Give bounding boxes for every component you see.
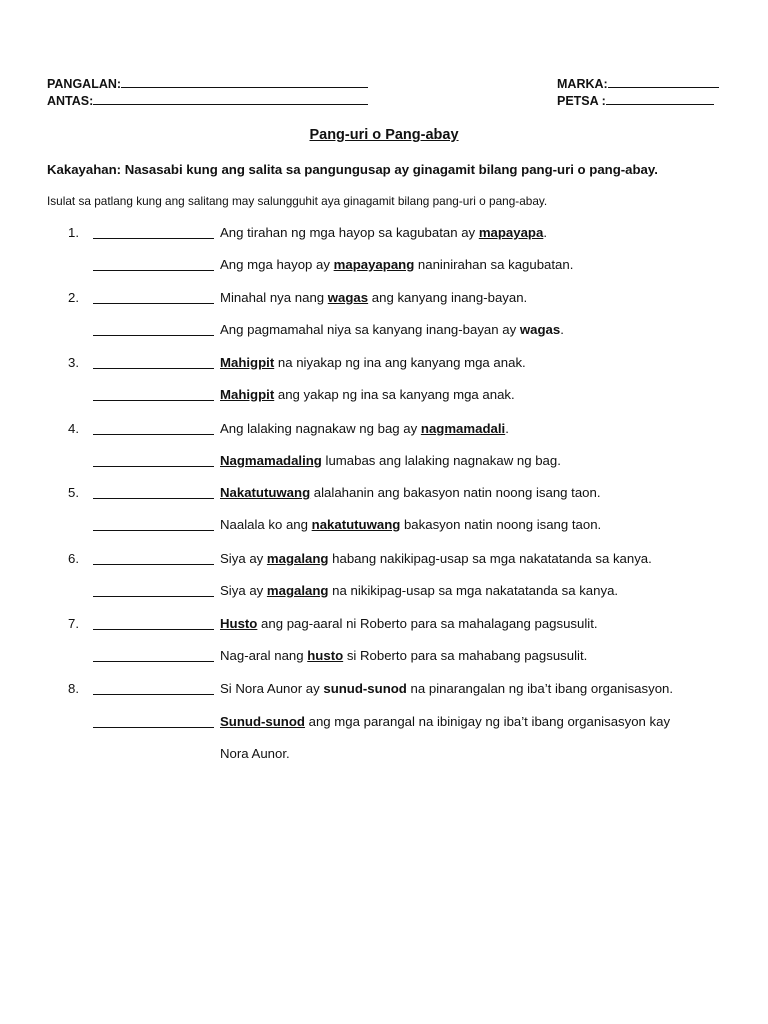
answer-blank[interactable] <box>93 596 214 597</box>
target-word: nagmamadali <box>420 421 506 436</box>
answer-blank[interactable] <box>93 498 214 499</box>
target-word: Mahigpit <box>220 387 275 402</box>
answer-blank[interactable] <box>93 530 214 531</box>
sentence-text: Sunud-sunod ang mga parangal na ibinigay ng iba’t ibang organisasyon kay <box>220 714 671 729</box>
answer-blank[interactable] <box>93 335 214 336</box>
sentence-text: Siya ay magalang na nikikipag-usap sa mga nakatatanda sa kanya. <box>220 583 619 598</box>
answer-blank[interactable] <box>93 661 214 662</box>
item-number: 1. <box>68 225 79 240</box>
answer-blank[interactable] <box>93 303 214 304</box>
score-field <box>557 76 719 91</box>
target-word: Nakatutuwang <box>220 485 311 500</box>
sentence-text: Nagmamadaling lumabas ang lalaking nagnakaw ng bag. <box>220 453 561 468</box>
sentence-text: Si Nora Aunor ay sunud-sunod na pinarangalan ng iba’t ibang organisasyon. <box>220 681 674 696</box>
grade-label: ANTAS: <box>47 94 94 108</box>
grade-blank[interactable] <box>93 93 368 105</box>
instruction-text: Isulat sa patlang kung ang salitang may salungguhit aya ginagamit bilang pang-uri o pang-abay. <box>47 194 548 208</box>
sentence-text: Nag-aral nang husto si Roberto para sa mahabang pagsusulit. <box>220 648 588 663</box>
target-word: mapayapa <box>478 225 544 240</box>
item-number: 2. <box>68 290 79 305</box>
target-word: magalang <box>266 583 329 598</box>
page-title: Pang-uri o Pang-abay <box>309 127 459 143</box>
item-number: 7. <box>68 616 79 631</box>
item-number: 3. <box>68 355 79 370</box>
answer-blank[interactable] <box>93 466 214 467</box>
sentence-text: Mahigpit ang yakap ng ina sa kanyang mga anak. <box>220 387 515 402</box>
answer-blank[interactable] <box>93 434 214 435</box>
target-word: magalang <box>266 551 329 566</box>
name-label: PANGALAN: <box>47 77 122 91</box>
answer-blank[interactable] <box>93 400 214 401</box>
target-word: sunud-sunod <box>323 681 407 696</box>
score-label: MARKA: <box>557 77 608 91</box>
answer-blank[interactable] <box>93 564 214 565</box>
target-word: wagas <box>519 322 561 337</box>
score-blank[interactable] <box>608 76 719 88</box>
target-word: Mahigpit <box>220 355 275 370</box>
target-word: Nagmamadaling <box>220 453 322 468</box>
kakayahan-statement: Kakayahan: Nasasabi kung ang salita sa pangungusap ay ginagamit bilang pang-uri o pang-abay. <box>47 162 658 177</box>
sentence-text: Ang pagmamahal niya sa kanyang inang-bayan ay wagas. <box>220 322 564 337</box>
sentence-text: Ang mga hayop ay mapayapang naninirahan sa kagubatan. <box>220 257 574 272</box>
sentence-text: Siya ay magalang habang nakikipag-usap sa mga nakatatanda sa kanya. <box>220 551 652 566</box>
target-word: mapayapang <box>333 257 415 272</box>
sentence-text: Ang tirahan ng mga hayop sa kagubatan ay mapayapa. <box>220 225 547 240</box>
sentence-text: Minahal nya nang wagas ang kanyang inang-bayan. <box>220 290 528 305</box>
sentence-text: Nakatutuwang alalahanin ang bakasyon natin noong isang taon. <box>220 485 601 500</box>
sentence-text: Naalala ko ang nakatutuwang bakasyon natin noong isang taon. <box>220 517 602 532</box>
name-field <box>47 76 368 91</box>
grade-field <box>47 93 368 108</box>
item-number: 4. <box>68 421 79 436</box>
date-field <box>557 93 714 108</box>
target-word: Sunud-sunod <box>220 714 305 729</box>
worksheet-page: PANGALAN: ANTAS: MARKA: PETSA : Pang-uri o Pang-abay Kakayahan: Nasasabi kung ang salita sa pangungusap ay ginagamit bilang pang-uri o pang-abay. Isulat sa patlang kung ang salitang may salungguhit aya ginagamit bilang pang-uri o pang-abay. 1. Ang tirahan ng mga hayop sa kagubatan ay mapayapa. Ang mga hayop ay mapayapang naninirahan sa kagubatan. 2. Minahal nya nang wagas ang kanyang inang-bayan. Ang pagmamahal niya sa kanyang inang-bayan ay wagas. 3. Mahigpit na niyakap ng ina ang kanyang mga anak. Mahigpit ang yakap ng ina sa kanyang mga anak. 4. Ang lalaking nagnakaw ng bag ay nagmamadali. Nagmamadaling lumabas ang lalaking nagnakaw ng bag. 5. Nakatutuwang alalahanin ang bakasyon natin noong isang taon. Naalala ko ang nakatutuwang bakasyon natin noong isang taon. 6. Siya ay magalang habang nakikipag-usap sa mga nakatatanda sa kanya. Siya ay magalang na nikikipag-usap sa mga nakatatanda sa kanya. 7. Husto ang pag-aaral ni Roberto para sa mahalagang pagsusulit. Nag-aral nang husto si Roberto para sa mahabang pagsusulit. 8. Si Nora Aunor ay sunud-sunod na pinarangalan ng iba’t ibang organisasyon. Sunud-sunod ang mga parangal na ibinigay ng iba’t ibang organisasyon kay Nora Aunor. <box>0 0 768 1024</box>
name-blank[interactable] <box>121 76 368 88</box>
target-word: nakatutuwang <box>311 517 401 532</box>
item-number: 6. <box>68 551 79 566</box>
target-word: Husto <box>220 616 258 631</box>
answer-blank[interactable] <box>93 694 214 695</box>
item-number: 8. <box>68 681 79 696</box>
target-word: wagas <box>327 290 369 305</box>
answer-blank[interactable] <box>93 368 214 369</box>
sentence-text: Husto ang pag-aaral ni Roberto para sa mahalagang pagsusulit. <box>220 616 598 631</box>
answer-blank[interactable] <box>93 270 214 271</box>
answer-blank[interactable] <box>93 727 214 728</box>
date-label: PETSA : <box>557 94 606 108</box>
target-word: husto <box>307 648 344 663</box>
sentence-text: Ang lalaking nagnakaw ng bag ay nagmamadali. <box>220 421 509 436</box>
answer-blank[interactable] <box>93 629 214 630</box>
sentence-text: Mahigpit na niyakap ng ina ang kanyang mga anak. <box>220 355 526 370</box>
item-number: 5. <box>68 485 79 500</box>
answer-blank[interactable] <box>93 238 214 239</box>
date-blank[interactable] <box>606 93 714 105</box>
